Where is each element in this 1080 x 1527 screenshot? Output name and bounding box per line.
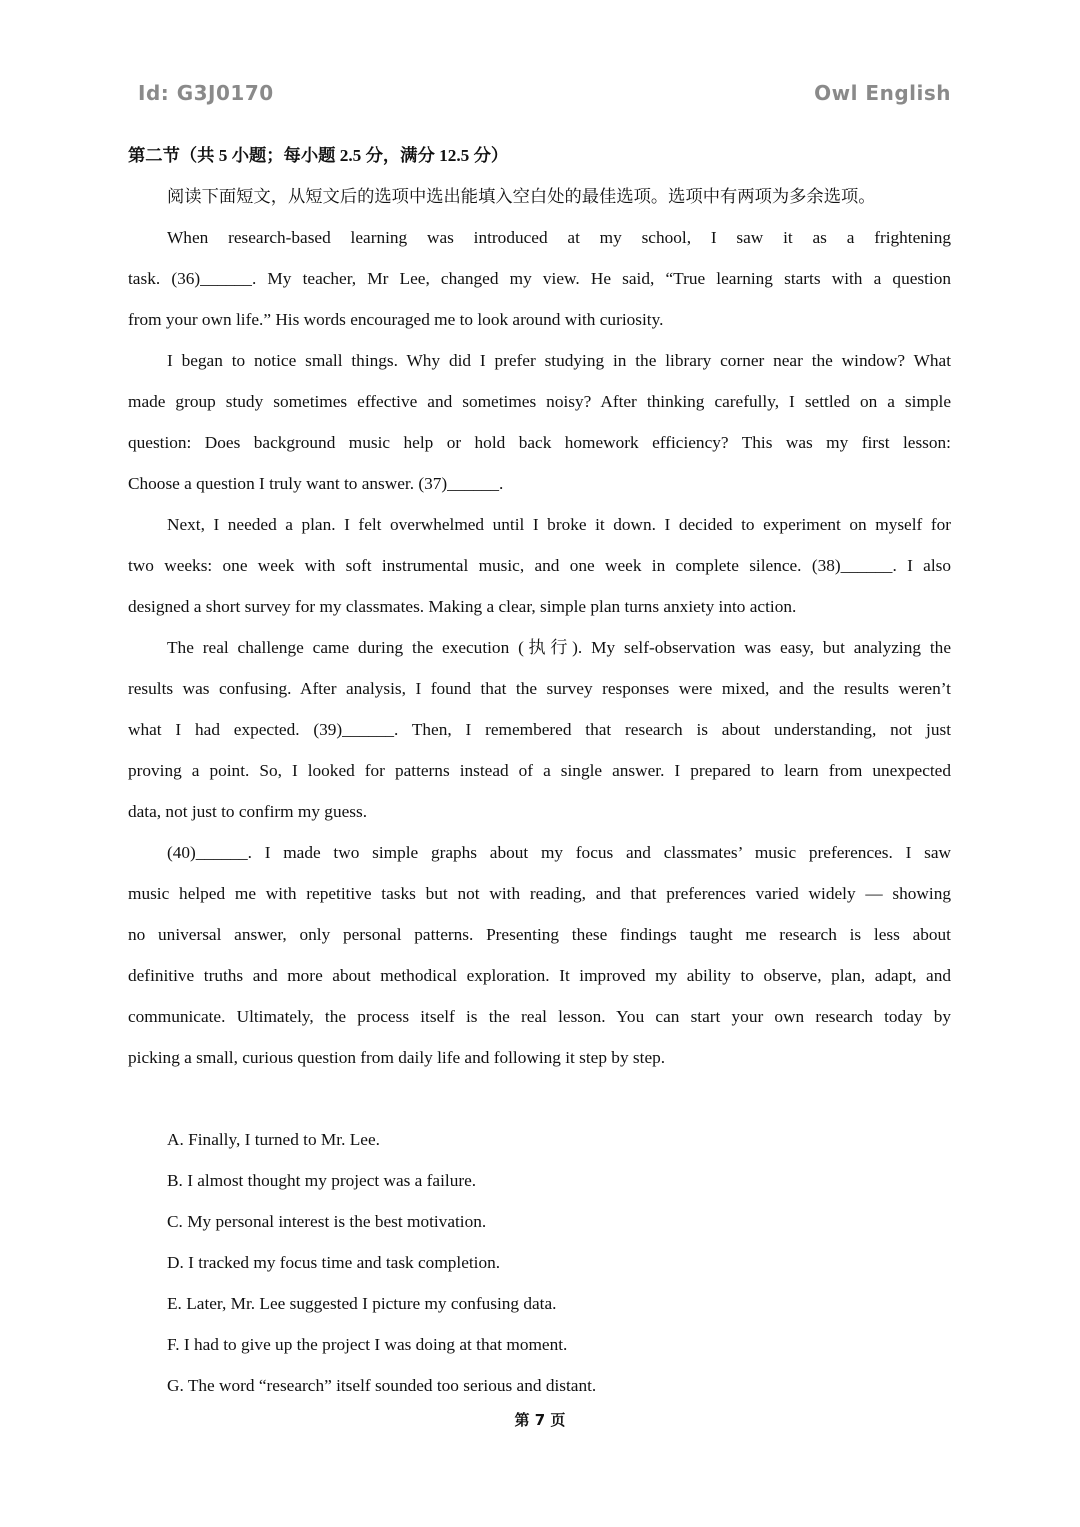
option-letter: F. — [167, 1335, 180, 1354]
passage-line: designed a short survey for my classmates. Making a clear, simple plan turns anxiety into action. — [128, 597, 797, 616]
option-text: Later, Mr. Lee suggested I picture my confusing data. — [186, 1294, 557, 1313]
option-item — [128, 1283, 951, 1324]
passage-paragraph — [128, 504, 951, 627]
passage-line: Next, I needed a plan. I felt overwhelmed until I broke it down. I decided to experiment on myself for — [167, 515, 951, 534]
option-letter: C. — [167, 1212, 183, 1231]
exam-section — [128, 135, 951, 1406]
passage-line: definitive truths and more about methodical exploration. It improved my ability to observe, plan, adapt, and — [128, 966, 951, 985]
passage-line: task. (36)______. My teacher, Mr Lee, changed my view. He said, “True learning starts with a question — [128, 269, 951, 288]
option-letter: G. — [167, 1376, 184, 1395]
option-letter: B. — [167, 1171, 183, 1190]
passage-line: Choose a question I truly want to answer. (37)______. — [128, 474, 504, 493]
passage — [128, 217, 951, 1078]
option-item — [128, 1365, 951, 1406]
option-letter: A. — [167, 1130, 184, 1149]
answer-options — [128, 1119, 951, 1406]
document-id-label: Id: G3J0170 — [138, 81, 274, 105]
passage-line: picking a small, curious question from daily life and following it step by step. — [128, 1048, 666, 1067]
brand-name: Owl English — [814, 81, 951, 105]
passage-line: question: Does background music help or hold back homework efficiency? This was my first lesson: — [128, 433, 951, 452]
passage-line: communicate. Ultimately, the process itself is the real lesson. You can start your own research today by — [128, 1007, 951, 1026]
passage-line: I began to notice small things. Why did I prefer studying in the library corner near the window? What — [167, 351, 951, 370]
passage-line: two weeks: one week with soft instrumental music, and one week in complete silence. (38)______. I also — [128, 556, 951, 575]
option-item — [128, 1324, 951, 1365]
option-text: The word “research” itself sounded too serious and distant. — [187, 1376, 597, 1395]
passage-line: proving a point. So, I looked for patterns instead of a single answer. I prepared to learn from unexpected — [128, 761, 951, 780]
option-item — [128, 1160, 951, 1201]
passage-line: (40)______. I made two simple graphs about my focus and classmates’ music preferences. I saw — [167, 843, 951, 862]
passage-line: When research-based learning was introduced at my school, I saw it as a frightening — [167, 228, 951, 247]
passage-line: from your own life.” His words encouraged me to look around with curiosity. — [128, 310, 664, 329]
passage-line: made group study sometimes effective and sometimes noisy? After thinking carefully, I settled on a simple — [128, 392, 951, 411]
passage-line: music helped me with repetitive tasks but not with reading, and that preferences varied widely — showing — [128, 884, 951, 903]
page-number: 第 7 页 — [514, 1411, 566, 1429]
passage-line: data, not just to confirm my guess. — [128, 802, 368, 821]
passage-line: The real challenge came during the execution (执行). My self-observation was easy, but analyzing the — [167, 638, 951, 657]
option-text: I had to give up the project I was doing at that moment. — [183, 1335, 568, 1354]
option-item — [128, 1242, 951, 1283]
option-text: Finally, I turned to Mr. Lee. — [188, 1130, 380, 1149]
option-item — [128, 1119, 951, 1160]
option-letter: E. — [167, 1294, 182, 1313]
passage-paragraph — [128, 217, 951, 340]
passage-paragraph — [128, 627, 951, 832]
section-instruction: 阅读下面短文，从短文后的选项中选出能填入空白处的最佳选项。选项中有两项为多余选项。 — [167, 187, 876, 206]
option-text: I almost thought my project was a failure. — [187, 1171, 477, 1190]
passage-line: results was confusing. After analysis, I found that the survey responses were mixed, and the results weren’t — [128, 679, 951, 698]
option-text: I tracked my focus time and task completion. — [188, 1253, 501, 1272]
passage-paragraph — [128, 832, 951, 1078]
passage-paragraph — [128, 340, 951, 504]
option-text: My personal interest is the best motivation. — [187, 1212, 487, 1231]
passage-line: what I had expected. (39)______. Then, I remembered that research is about understanding, not just — [128, 720, 951, 739]
option-letter: D. — [167, 1253, 184, 1272]
option-item — [128, 1201, 951, 1242]
section-title: 第二节（共 5 小题；每小题 2.5 分，满分 12.5 分） — [128, 146, 509, 165]
passage-line: no universal answer, only personal patterns. Presenting these findings taught me research is less about — [128, 925, 951, 944]
